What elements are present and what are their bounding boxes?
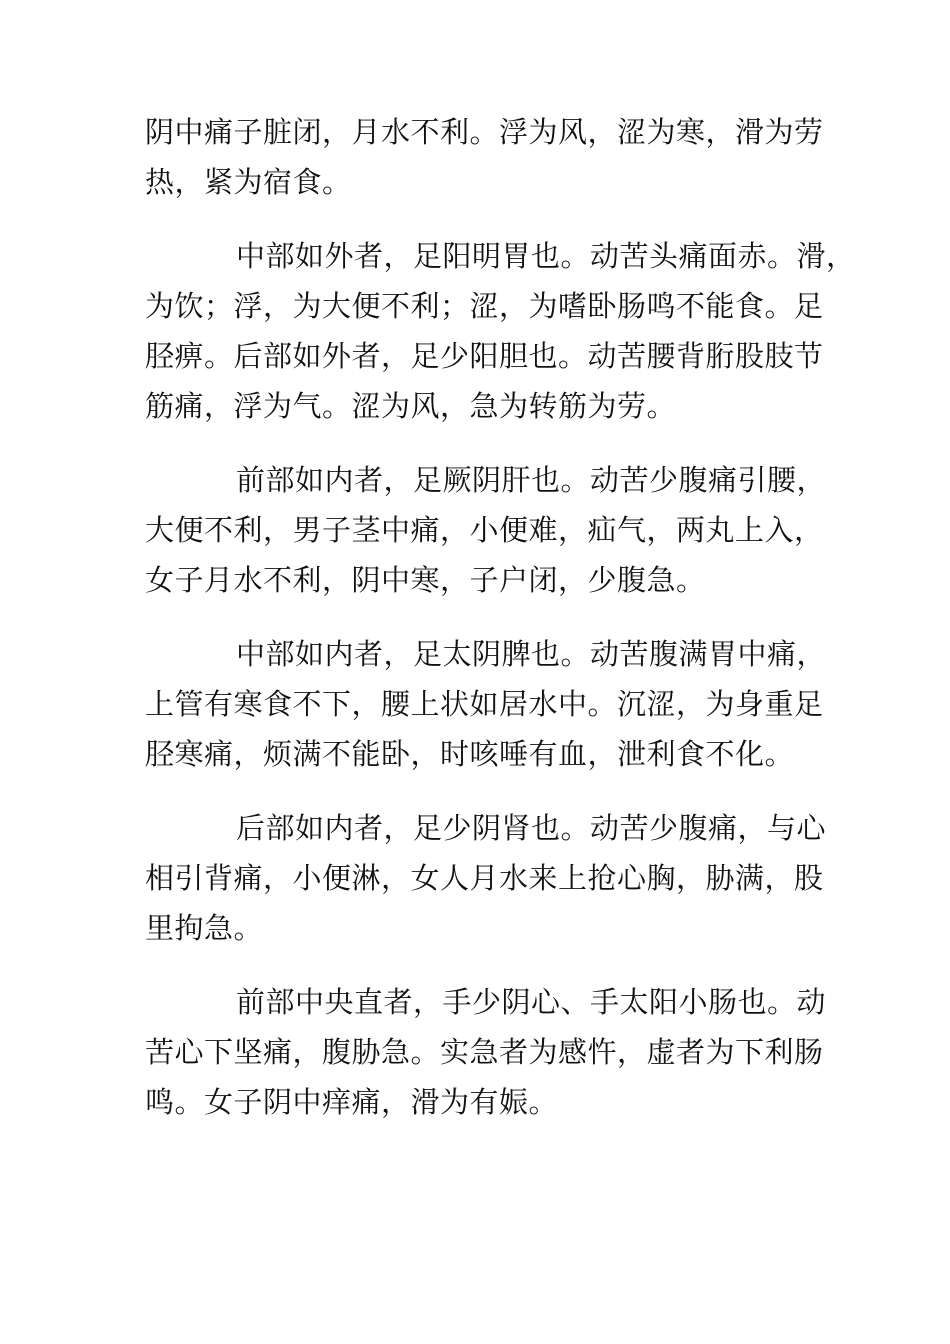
text-line: 阴中痛子脏闭，月水不利。浮为风，涩为寒，滑为劳: [145, 115, 824, 149]
paragraph-1: [145, 107, 824, 207]
text-line: 里拘急。: [145, 911, 264, 945]
text-line: 相引背痛，小便淋，女人月水来上抢心胸，胁满，股: [145, 861, 824, 895]
text-line: 胫痹。后部如外者，足少阳胆也。动苦腰背胻股肢节: [145, 339, 824, 373]
text-line-indented: 中部如外者，足阳明胃也。动苦头痛面赤。滑，: [236, 239, 856, 273]
paragraph-2: [145, 231, 856, 431]
document-body: [145, 107, 856, 1151]
text-line: 筋痛，浮为气。涩为风，急为转筋为劳。: [145, 389, 677, 423]
paragraph-4: [145, 629, 827, 779]
text-line-indented: 后部如内者，足少阴肾也。动苦少腹痛，与心: [236, 811, 827, 845]
paragraph-6: [145, 977, 827, 1127]
text-line: 为饮；浮，为大便不利；涩，为嗜卧肠鸣不能食。足: [145, 289, 824, 323]
text-line: 鸣。女子阴中痒痛，滑为有娠。: [145, 1085, 559, 1119]
paragraph-5: [145, 803, 827, 953]
paragraph-3: [145, 455, 827, 605]
text-line-indented: 中部如内者，足太阴脾也。动苦腹满胃中痛，: [236, 637, 827, 671]
text-line: 大便不利，男子茎中痛，小便难，疝气，两丸上入，: [145, 513, 824, 547]
text-line: 胫寒痛，烦满不能卧，时咳唾有血，泄利食不化。: [145, 737, 795, 771]
text-line: 上管有寒食不下，腰上状如居水中。沉涩，为身重足: [145, 687, 824, 721]
text-line-indented: 前部中央直者，手少阴心、手太阳小肠也。动: [236, 985, 827, 1019]
text-line: 苦心下坚痛，腹胁急。实急者为感忤，虚者为下利肠: [145, 1035, 824, 1069]
text-line: 热，紧为宿食。: [145, 165, 352, 199]
text-line: 女子月水不利，阴中寒，子户闭，少腹急。: [145, 563, 706, 597]
text-line-indented: 前部如内者，足厥阴肝也。动苦少腹痛引腰，: [236, 463, 827, 497]
